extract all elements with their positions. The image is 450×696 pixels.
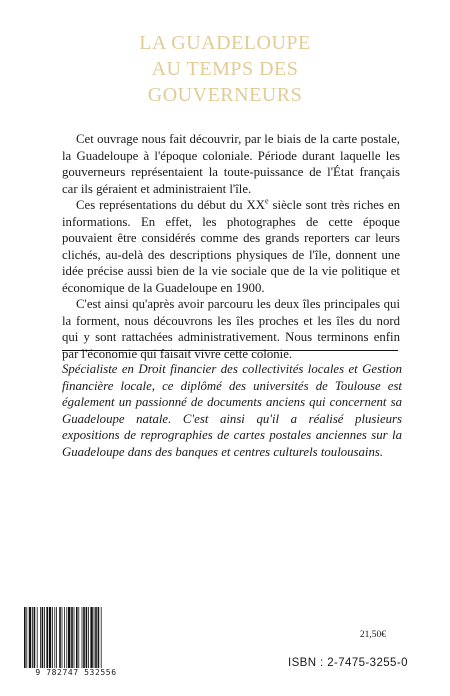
- author-bio: [62, 361, 402, 460]
- barcode-bar: [29, 607, 31, 669]
- summary-paragraph-1: Cet ouvrage nous fait découvrir, par le biais de la carte postale, la Guadeloupe à l'époque coloniale. Période durant laquelle les gouverneurs représentaient la toute-puissance de l'État français car ils géraient et administraient l'île.: [62, 132, 400, 196]
- barcode-bar: [62, 607, 63, 669]
- barcode-bar: [37, 607, 38, 669]
- summary-paragraph-2-end: siècle sont très riches en informations. En effet, les photographes de cette époque pouvaient être considérés comme des grands reporters car leurs clichés, au-delà des descriptions physiques de l'île, donnent une idée précise aussi bien de la vie sociale que de la vie politique et économique de la Guadeloupe en 1900.: [62, 198, 400, 295]
- title-line-2: AU TEMPS DES: [151, 58, 299, 80]
- barcode-bar: [88, 607, 89, 669]
- barcode-bar: [42, 607, 44, 669]
- barcode-bar: [82, 607, 83, 669]
- barcode-bar: [101, 607, 102, 669]
- barcode-bar: [44, 607, 45, 669]
- barcode-bar: [34, 607, 36, 669]
- barcode-bar: [52, 607, 53, 669]
- barcode-bar: [64, 607, 65, 669]
- barcode-bar: [90, 607, 92, 669]
- isbn-label: ISBN : 2-7475-3255-0: [288, 657, 408, 669]
- barcode-bar: [66, 607, 67, 669]
- barcode-bar: [40, 607, 41, 669]
- barcode-bar: [78, 607, 79, 669]
- summary-paragraph-3: C'est ainsi qu'après avoir parcouru les deux îles principales qui la forment, nous découvrons les îles proches et les îles du nord qui y sont rattachées administrativement. Nous terminons enfin par l'économie qui faisait vivre cette colonie.: [62, 297, 400, 361]
- barcode-number: 9 782747 532556: [20, 668, 132, 677]
- century-superscript: e: [265, 196, 269, 206]
- barcode-bar: [94, 607, 95, 669]
- barcode-bar: [68, 607, 70, 669]
- summary-paragraph-2-start: Ces représentations du début du XX: [76, 198, 266, 212]
- book-summary: [62, 131, 400, 362]
- barcode-bar: [26, 607, 27, 669]
- summary-paragraph-2: [62, 197, 400, 296]
- barcode-bar: [32, 607, 33, 669]
- barcode-bar: [86, 607, 88, 669]
- price-label: 21,50€: [359, 630, 386, 640]
- author-bio-paragraph: Spécialiste en Droit financier des collectivités locales et Gestion financière locale, ce diplômé des universités de Toulouse est également un passionné de documents anciens qui concernent sa Guadeloupe natale. C'est ainsi qu'il a réalisé plusieurs expositions de reprographies de cartes postales anciennes sur la Guadeloupe dans des banques et centres culturels toulousains.: [62, 362, 402, 459]
- title-line-1: LA GUADELOUPE: [139, 32, 311, 54]
- barcode-bar: [24, 607, 26, 669]
- barcode-bar: [46, 607, 48, 669]
- barcode-bar: [49, 607, 51, 669]
- book-title: [0, 30, 450, 108]
- section-divider: [62, 350, 398, 351]
- barcode-bar: [83, 607, 85, 669]
- barcode-bar: [98, 607, 100, 669]
- title-line-3: GOUVERNEURS: [147, 84, 303, 106]
- barcode-bar: [59, 607, 61, 669]
- barcode-bar: [74, 607, 75, 669]
- barcode-bar: [71, 607, 73, 669]
- barcode-bar: [56, 607, 57, 669]
- barcode-bar: [76, 607, 78, 669]
- barcode-bar: [95, 607, 97, 669]
- barcode-bar: [54, 607, 55, 669]
